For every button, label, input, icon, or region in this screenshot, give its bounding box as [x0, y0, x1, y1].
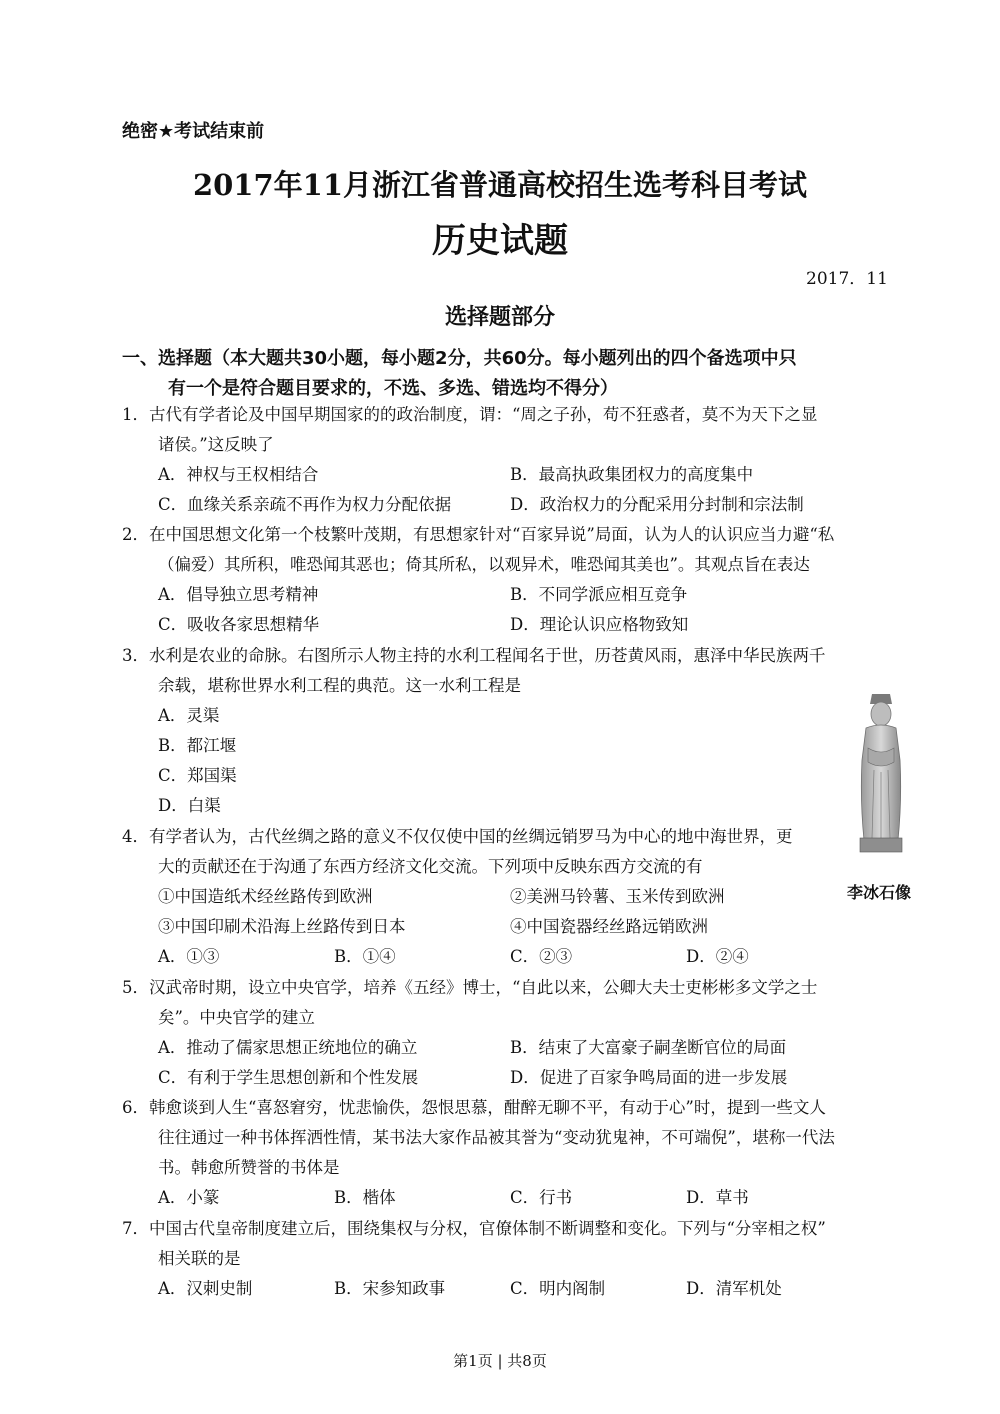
exam-date: 2017．11 — [806, 269, 888, 289]
option: D．草书 — [686, 1188, 749, 1207]
section-title: 选择题部分 — [444, 305, 555, 330]
option: B．宋参知政事 — [334, 1279, 446, 1298]
option: D．理论认识应格物致知 — [510, 615, 689, 634]
question-stem: 5．汉武帝时期，设立中央官学，培养《五经》博士，“自此以来，公卿大夫士吏彬彬多文学之士 — [122, 978, 818, 997]
question-2 — [122, 520, 834, 580]
question-stem: 4．有学者认为，古代丝绸之路的意义不仅仅使中国的丝绸远销罗马为中心的地中海世界，更 — [122, 827, 793, 846]
option: B．都江堰 — [158, 736, 237, 755]
option: B．结束了大富豪子嗣垄断官位的局面 — [510, 1038, 787, 1057]
option: C．吸收各家思想精华 — [158, 615, 320, 634]
option: C．有利于学生思想创新和个性发展 — [158, 1068, 419, 1087]
question-stem: 2．在中国思想文化第一个枝繁叶茂期，有思想家针对“百家异说”局面，认为人的认识应当力避“私 — [122, 525, 835, 544]
figure-caption: 李冰石像 — [847, 883, 912, 902]
question-stem: 6．韩愈谈到人生“喜怒窘穷，忧悲愉佚，怨恨思慕，酣醉无聊不平，有动于心”时，提到一些文人 — [122, 1098, 826, 1117]
question-stem-cont: 书。韩愈所赞誉的书体是 — [158, 1158, 340, 1177]
statement-item: ③中国印刷术沿海上丝路传到日本 — [158, 917, 406, 936]
option: C．行书 — [510, 1188, 573, 1207]
option: D．政治权力的分配采用分封制和宗法制 — [510, 495, 804, 514]
question-stem-cont: （偏爱）其所积，唯恐闻其恶也；倚其所私，以观异术，唯恐闻其美也”。其观点旨在表达 — [158, 555, 810, 574]
question-stem: 1．古代有学者论及中国早期国家的的政治制度，谓：“周之子孙，苟不狂惑者，莫不为天下之显 — [122, 405, 818, 424]
question-5 — [122, 973, 817, 1033]
question-stem-cont: 大的贡献还在于沟通了东西方经济文化交流。下列项中反映东西方交流的有 — [158, 857, 703, 876]
option: C．郑国渠 — [158, 766, 237, 785]
question-stem: 7．中国古代皇帝制度建立后，围绕集权与分权，官僚体制不断调整和变化。下列与“分宰相之权” — [122, 1219, 826, 1238]
option: B．最高执政集团权力的高度集中 — [510, 465, 754, 484]
instruction-line-2: 有一个是符合题目要求的，不选、多选、错选均不得分） — [168, 378, 618, 399]
question-3 — [122, 641, 826, 701]
question-stem-cont: 矣”。中央官学的建立 — [158, 1008, 315, 1027]
question-stem-cont: 往往通过一种书体挥洒性情，某书法大家作品被其誉为“变动犹鬼神，不可端倪”，堪称一代法 — [158, 1128, 835, 1147]
question-stem-cont: 诸侯。”这反映了 — [158, 435, 274, 454]
option: C．血缘关系亲疏不再作为权力分配依据 — [158, 495, 452, 514]
option: A．①③ — [158, 947, 220, 966]
option: A．推动了儒家思想正统地位的确立 — [158, 1038, 418, 1057]
option: A．汉刺史制 — [158, 1279, 253, 1298]
option: D．清军机处 — [686, 1279, 782, 1298]
option: A．倡导独立思考精神 — [158, 585, 319, 604]
option: B．①④ — [334, 947, 396, 966]
question-7 — [122, 1214, 826, 1274]
question-stem: 3．水利是农业的命脉。右图所示人物主持的水利工程闻名于世，历苍黄风雨，惠泽中华民族两千 — [122, 646, 826, 665]
option: D．白渠 — [158, 796, 221, 815]
statement-item: ④中国瓷器经丝路远销欧洲 — [510, 917, 708, 936]
question-stem-cont: 相关联的是 — [158, 1249, 241, 1268]
option: B．不同学派应相互竞争 — [510, 585, 688, 604]
statement-item: ①中国造纸术经丝路传到欧洲 — [158, 887, 373, 906]
question-1 — [122, 400, 817, 460]
exam-title: 2017年11月浙江省普通高校招生选考科目考试 — [192, 168, 808, 202]
option: C．②③ — [510, 947, 573, 966]
li-bing-statue-image — [848, 690, 914, 855]
option: B．楷体 — [334, 1188, 396, 1207]
option: A．神权与王权相结合 — [158, 465, 319, 484]
question-6 — [122, 1093, 835, 1183]
instruction-line-1: 一、选择题（本大题共30小题，每小题2分，共60分。每小题列出的四个备选项中只 — [122, 348, 797, 369]
question-4 — [122, 822, 793, 882]
statue-illustration — [848, 690, 914, 855]
option: A．灵渠 — [158, 706, 220, 725]
confidential-label: 绝密★考试结束前 — [122, 121, 265, 142]
option: D．②④ — [686, 947, 749, 966]
page-number: 第1页 | 共8页 — [453, 1352, 547, 1370]
option: C．明内阁制 — [510, 1279, 606, 1298]
option: D．促进了百家争鸣局面的进一步发展 — [510, 1068, 788, 1087]
exam-subtitle: 历史试题 — [432, 221, 568, 261]
section-instruction — [122, 344, 797, 404]
statement-item: ②美洲马铃薯、玉米传到欧洲 — [510, 887, 725, 906]
question-stem-cont: 余载，堪称世界水利工程的典范。这一水利工程是 — [158, 676, 521, 695]
option: A．小篆 — [158, 1188, 220, 1207]
